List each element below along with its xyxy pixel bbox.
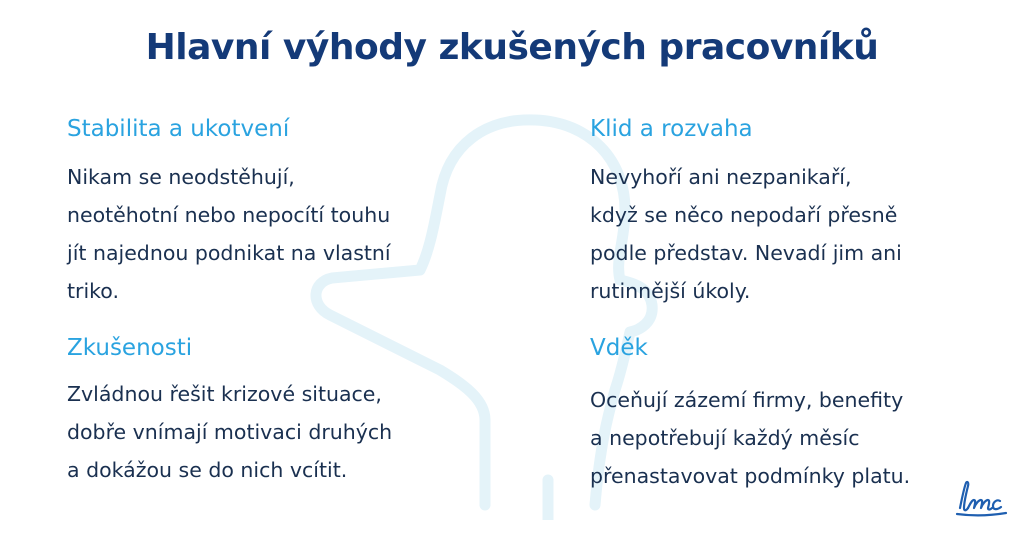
section-stability (67, 114, 467, 310)
text-line: podle představ. Nevadí jim ani (590, 241, 902, 265)
text-line: když se něco nepodaří přesně (590, 203, 898, 227)
text-line: triko. (67, 279, 120, 303)
section-experience (67, 333, 467, 489)
text-line: Zvládnou řešit krizové situace, (67, 382, 382, 406)
page-title: Hlavní výhody zkušených pracovníků (145, 27, 879, 68)
section-text (590, 158, 990, 310)
section-text (67, 375, 467, 489)
section-text (590, 381, 990, 495)
lmc-logo (952, 478, 1012, 522)
section-heading: Vděk (590, 335, 648, 361)
section-gratitude (590, 333, 990, 495)
text-line: přenastavovat podmínky platu. (590, 464, 911, 488)
text-line: rutinnější úkoly. (590, 279, 751, 303)
section-heading: Zkušenosti (67, 335, 193, 361)
text-line: Nevyhoří ani nezpanikaří, (590, 165, 852, 189)
text-line: Nikam se neodstěhují, (67, 165, 295, 189)
section-calm (590, 114, 990, 310)
text-line: dobře vnímají motivaci druhých (67, 420, 393, 444)
section-text (67, 158, 467, 310)
text-line: jít najednou podnikat na vlastní (67, 241, 391, 265)
text-line: a nepotřebují každý měsíc (590, 426, 860, 450)
text-line: neotěhotní nebo nepocítí touhu (67, 203, 391, 227)
text-line: Oceňují zázemí firmy, benefity (590, 388, 904, 412)
section-heading: Klid a rozvaha (590, 116, 753, 142)
text-line: a dokážou se do nich vcítit. (67, 458, 348, 482)
section-heading: Stabilita a ukotvení (67, 116, 290, 142)
